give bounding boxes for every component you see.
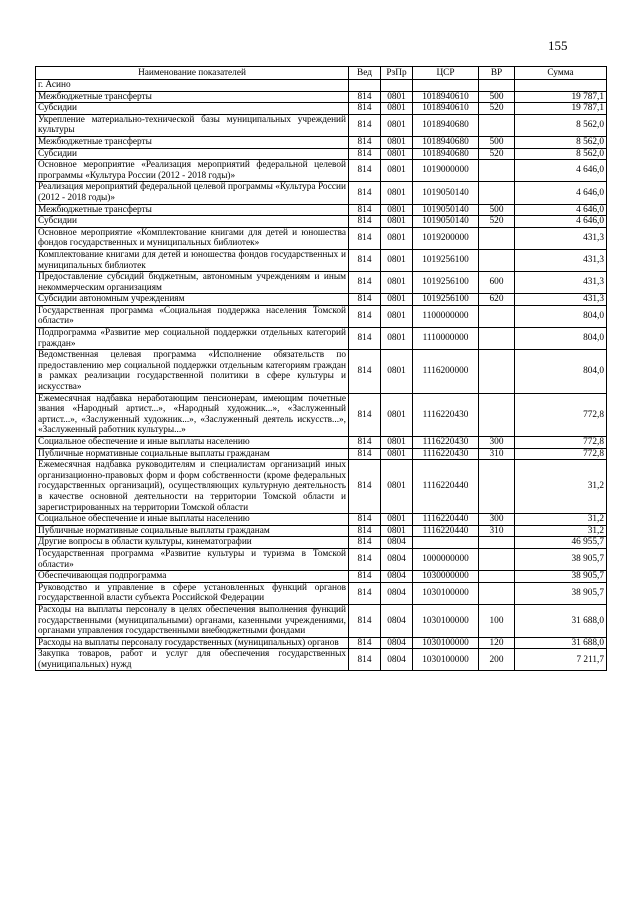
cell-name: Межбюджетные трансферты — [36, 204, 349, 216]
table-row — [36, 437, 607, 449]
table-body — [36, 80, 607, 671]
cell-vr — [479, 350, 515, 393]
cell-ved: 814 — [349, 571, 381, 583]
cell-csr: 1116220430 — [413, 393, 479, 436]
cell-sum: 772,8 — [515, 393, 607, 436]
cell-sum: 804,0 — [515, 305, 607, 327]
header-ved: Вед — [349, 67, 381, 80]
cell-vr — [479, 548, 515, 570]
cell-vr — [479, 182, 515, 204]
cell-csr: 1116220430 — [413, 437, 479, 449]
cell-name: Расходы на выплаты персоналу государственных (муниципальных) органов — [36, 637, 349, 649]
table-row — [36, 448, 607, 460]
cell-ved: 814 — [349, 537, 381, 549]
cell-ved: 814 — [349, 514, 381, 526]
cell-ved: 814 — [349, 227, 381, 249]
page-number: 155 — [548, 38, 568, 53]
cell-csr: 1000000000 — [413, 548, 479, 570]
cell-rzpr: 0804 — [381, 571, 413, 583]
cell-rzpr: 0801 — [381, 182, 413, 204]
cell-csr: 1030100000 — [413, 582, 479, 604]
cell-sum: 431,3 — [515, 294, 607, 306]
cell-sum: 8 562,0 — [515, 136, 607, 148]
cell-name: Основное мероприятие «Реализация мероприятий федеральной целевой программы «Культура России (2012 - 2018 годы)» — [36, 160, 349, 182]
cell-name: Государственная программа «Социальная поддержка населения Томской области» — [36, 305, 349, 327]
cell-sum: 8 562,0 — [515, 148, 607, 160]
cell-vr — [479, 114, 515, 136]
cell-name: Субсидии — [36, 216, 349, 228]
cell-vr — [479, 80, 515, 92]
cell-rzpr: 0801 — [381, 305, 413, 327]
cell-csr: 1030000000 — [413, 571, 479, 583]
cell-name: Комплектование книгами для детей и юношества фондов государственных и муниципальных библиотек — [36, 249, 349, 271]
cell-ved: 814 — [349, 136, 381, 148]
cell-csr: 1018940680 — [413, 114, 479, 136]
cell-vr: 310 — [479, 448, 515, 460]
cell-name: Государственная программа «Развитие культуры и туризма в Томской области» — [36, 548, 349, 570]
table-row — [36, 537, 607, 549]
table-row — [36, 249, 607, 271]
cell-ved: 814 — [349, 437, 381, 449]
table-header-row — [36, 67, 607, 80]
cell-sum: 4 646,0 — [515, 216, 607, 228]
table-row — [36, 148, 607, 160]
cell-name: Межбюджетные трансферты — [36, 136, 349, 148]
cell-vr — [479, 571, 515, 583]
cell-name: Основное мероприятие «Комплектование книгами для детей и юношества фондов государственных и муниципальных библиотек» — [36, 227, 349, 249]
cell-sum: 46 955,7 — [515, 537, 607, 549]
cell-ved: 814 — [349, 548, 381, 570]
cell-rzpr: 0804 — [381, 548, 413, 570]
table-row — [36, 548, 607, 570]
cell-csr: 1116200000 — [413, 350, 479, 393]
cell-sum: 4 646,0 — [515, 204, 607, 216]
cell-sum: 7 211,7 — [515, 649, 607, 671]
cell-sum: 38 905,7 — [515, 571, 607, 583]
cell-csr: 1116220430 — [413, 448, 479, 460]
cell-rzpr: 0801 — [381, 525, 413, 537]
cell-csr: 1116220440 — [413, 525, 479, 537]
cell-name: г. Асино — [36, 80, 349, 92]
cell-csr: 1019050140 — [413, 216, 479, 228]
cell-rzpr: 0801 — [381, 136, 413, 148]
cell-ved: 814 — [349, 393, 381, 436]
cell-sum: 804,0 — [515, 328, 607, 350]
cell-name: Ежемесячная надбавка руководителям и специалистам организаций иных организационно-правовых форм и форм собственности (кроме федеральных государственных организаций), осуществляющих культурную деятельность в качестве основной деятельности на территории Томской области и зарегистрированных на территории Томской области — [36, 460, 349, 514]
cell-csr: 1018940610 — [413, 91, 479, 103]
cell-name: Публичные нормативные социальные выплаты гражданам — [36, 525, 349, 537]
cell-name: Реализация мероприятий федеральной целевой программы «Культура России (2012 - 2018 годы)» — [36, 182, 349, 204]
cell-sum: 38 905,7 — [515, 548, 607, 570]
cell-ved: 814 — [349, 216, 381, 228]
cell-ved: 814 — [349, 305, 381, 327]
cell-ved: 814 — [349, 525, 381, 537]
cell-csr — [413, 537, 479, 549]
cell-ved: 814 — [349, 272, 381, 294]
table-row — [36, 649, 607, 671]
table-row — [36, 227, 607, 249]
cell-rzpr: 0804 — [381, 582, 413, 604]
cell-sum: 31,2 — [515, 460, 607, 514]
cell-rzpr: 0801 — [381, 514, 413, 526]
cell-ved: 814 — [349, 182, 381, 204]
cell-rzpr: 0801 — [381, 227, 413, 249]
cell-vr: 500 — [479, 204, 515, 216]
cell-sum: 31 688,0 — [515, 604, 607, 637]
cell-rzpr: 0801 — [381, 204, 413, 216]
cell-rzpr: 0801 — [381, 216, 413, 228]
cell-sum: 19 787,1 — [515, 103, 607, 115]
cell-sum: 431,3 — [515, 272, 607, 294]
cell-sum — [515, 80, 607, 92]
cell-rzpr: 0801 — [381, 448, 413, 460]
cell-name: Социальное обеспечение и иные выплаты населению — [36, 514, 349, 526]
cell-vr: 520 — [479, 148, 515, 160]
cell-vr — [479, 460, 515, 514]
table-row — [36, 204, 607, 216]
cell-sum: 431,3 — [515, 227, 607, 249]
cell-ved: 814 — [349, 637, 381, 649]
cell-vr — [479, 305, 515, 327]
cell-rzpr: 0801 — [381, 160, 413, 182]
cell-vr — [479, 328, 515, 350]
cell-vr: 120 — [479, 637, 515, 649]
table-row — [36, 91, 607, 103]
table-row — [36, 136, 607, 148]
cell-name: Субсидии — [36, 148, 349, 160]
cell-csr: 1116220440 — [413, 460, 479, 514]
table-row — [36, 328, 607, 350]
table-row — [36, 393, 607, 436]
cell-vr — [479, 393, 515, 436]
cell-csr: 1018940680 — [413, 136, 479, 148]
cell-name: Расходы на выплаты персоналу в целях обеспечения выполнения функций государственными (муниципальными) органами, казенными учреждениями, органами управления государственными внебюджетными фондами — [36, 604, 349, 637]
cell-rzpr: 0801 — [381, 328, 413, 350]
cell-ved: 814 — [349, 604, 381, 637]
table-row — [36, 637, 607, 649]
cell-rzpr: 0801 — [381, 114, 413, 136]
header-csr: ЦСР — [413, 67, 479, 80]
cell-ved — [349, 80, 381, 92]
cell-ved: 814 — [349, 350, 381, 393]
cell-name: Ежемесячная надбавка неработающим пенсионерам, имеющим почетные звания «Народный артист...», «Народный художник...», «Заслуженный артист...», «Заслуженный художник...», «Заслуженный деятель искусств...», «Заслуженный работник культуры...» — [36, 393, 349, 436]
cell-rzpr: 0804 — [381, 537, 413, 549]
table-row — [36, 582, 607, 604]
cell-csr: 1019200000 — [413, 227, 479, 249]
cell-rzpr: 0801 — [381, 460, 413, 514]
cell-vr — [479, 249, 515, 271]
header-name: Наименование показателей — [36, 67, 349, 80]
cell-vr: 310 — [479, 525, 515, 537]
cell-ved: 814 — [349, 448, 381, 460]
cell-csr: 1018940680 — [413, 148, 479, 160]
cell-ved: 814 — [349, 148, 381, 160]
header-sum: Сумма — [515, 67, 607, 80]
cell-ved: 814 — [349, 582, 381, 604]
cell-vr — [479, 227, 515, 249]
cell-ved: 814 — [349, 249, 381, 271]
cell-ved: 814 — [349, 460, 381, 514]
cell-csr: 1018940610 — [413, 103, 479, 115]
cell-name: Обеспечивающая подпрограмма — [36, 571, 349, 583]
cell-sum: 4 646,0 — [515, 160, 607, 182]
cell-vr: 500 — [479, 136, 515, 148]
cell-rzpr: 0801 — [381, 350, 413, 393]
cell-name: Социальное обеспечение и иные выплаты населению — [36, 437, 349, 449]
cell-csr: 1019050140 — [413, 182, 479, 204]
cell-vr — [479, 582, 515, 604]
cell-csr: 1100000000 — [413, 305, 479, 327]
cell-csr: 1019050140 — [413, 204, 479, 216]
cell-name: Укрепление материально-технической базы муниципальных учреждений культуры — [36, 114, 349, 136]
cell-vr: 620 — [479, 294, 515, 306]
table-row — [36, 114, 607, 136]
table-row — [36, 571, 607, 583]
header-vr: ВР — [479, 67, 515, 80]
cell-csr: 1019256100 — [413, 249, 479, 271]
cell-sum: 4 646,0 — [515, 182, 607, 204]
cell-sum: 8 562,0 — [515, 114, 607, 136]
cell-name: Межбюджетные трансферты — [36, 91, 349, 103]
cell-vr: 300 — [479, 514, 515, 526]
cell-rzpr: 0801 — [381, 103, 413, 115]
cell-ved: 814 — [349, 91, 381, 103]
budget-table — [35, 66, 607, 671]
cell-ved: 814 — [349, 328, 381, 350]
table-row — [36, 350, 607, 393]
cell-sum: 772,8 — [515, 448, 607, 460]
table-row — [36, 514, 607, 526]
table-row — [36, 525, 607, 537]
cell-name: Предоставление субсидий бюджетным, автономным учреждениям и иным некоммерческим организациям — [36, 272, 349, 294]
cell-vr: 500 — [479, 91, 515, 103]
table-row — [36, 160, 607, 182]
cell-csr: 1030100000 — [413, 637, 479, 649]
cell-csr: 1019256100 — [413, 294, 479, 306]
cell-name: Подпрограмма «Развитие мер социальной поддержки отдельных категорий граждан» — [36, 328, 349, 350]
table-row — [36, 604, 607, 637]
cell-name: Другие вопросы в области культуры, кинематографии — [36, 537, 349, 549]
cell-csr: 1030100000 — [413, 604, 479, 637]
cell-rzpr: 0801 — [381, 393, 413, 436]
cell-name: Субсидии автономным учреждениям — [36, 294, 349, 306]
cell-csr: 1110000000 — [413, 328, 479, 350]
cell-ved: 814 — [349, 114, 381, 136]
cell-vr: 600 — [479, 272, 515, 294]
cell-sum: 31,2 — [515, 514, 607, 526]
cell-name: Публичные нормативные социальные выплаты гражданам — [36, 448, 349, 460]
cell-ved: 814 — [349, 649, 381, 671]
cell-sum: 19 787,1 — [515, 91, 607, 103]
cell-sum: 772,8 — [515, 437, 607, 449]
cell-name: Ведомственная целевая программа «Исполнение обязательств по предоставлению мер социальной поддержки отдельным категориям граждан в рамках реализации государственной политики в сфере культуры и искусства» — [36, 350, 349, 393]
cell-ved: 814 — [349, 103, 381, 115]
cell-ved: 814 — [349, 160, 381, 182]
cell-csr: 1019000000 — [413, 160, 479, 182]
table-row — [36, 216, 607, 228]
cell-vr: 520 — [479, 103, 515, 115]
cell-rzpr: 0804 — [381, 637, 413, 649]
cell-sum: 431,3 — [515, 249, 607, 271]
cell-sum: 804,0 — [515, 350, 607, 393]
cell-ved: 814 — [349, 204, 381, 216]
cell-name: Руководство и управление в сфере установленных функций органов государственной власти субъекта Российской Федерации — [36, 582, 349, 604]
cell-csr: 1116220440 — [413, 514, 479, 526]
cell-rzpr: 0801 — [381, 148, 413, 160]
cell-vr — [479, 537, 515, 549]
cell-rzpr: 0801 — [381, 249, 413, 271]
cell-name: Субсидии — [36, 103, 349, 115]
cell-rzpr: 0801 — [381, 294, 413, 306]
cell-sum: 31,2 — [515, 525, 607, 537]
cell-vr: 520 — [479, 216, 515, 228]
cell-rzpr: 0801 — [381, 91, 413, 103]
table-row — [36, 272, 607, 294]
cell-name: Закупка товаров, работ и услуг для обеспечения государственных (муниципальных) нужд — [36, 649, 349, 671]
table-row — [36, 294, 607, 306]
cell-vr: 200 — [479, 649, 515, 671]
cell-ved: 814 — [349, 294, 381, 306]
cell-sum: 31 688,0 — [515, 637, 607, 649]
cell-rzpr — [381, 80, 413, 92]
table-row — [36, 103, 607, 115]
table-row — [36, 305, 607, 327]
cell-csr: 1030100000 — [413, 649, 479, 671]
cell-sum: 38 905,7 — [515, 582, 607, 604]
cell-vr — [479, 160, 515, 182]
header-rzpr: РзПр — [381, 67, 413, 80]
cell-csr: 1019256100 — [413, 272, 479, 294]
cell-vr: 300 — [479, 437, 515, 449]
cell-rzpr: 0804 — [381, 649, 413, 671]
cell-rzpr: 0801 — [381, 272, 413, 294]
cell-rzpr: 0801 — [381, 437, 413, 449]
cell-csr — [413, 80, 479, 92]
table-row — [36, 80, 607, 92]
cell-vr: 100 — [479, 604, 515, 637]
cell-rzpr: 0804 — [381, 604, 413, 637]
table-row — [36, 182, 607, 204]
table-row — [36, 460, 607, 514]
